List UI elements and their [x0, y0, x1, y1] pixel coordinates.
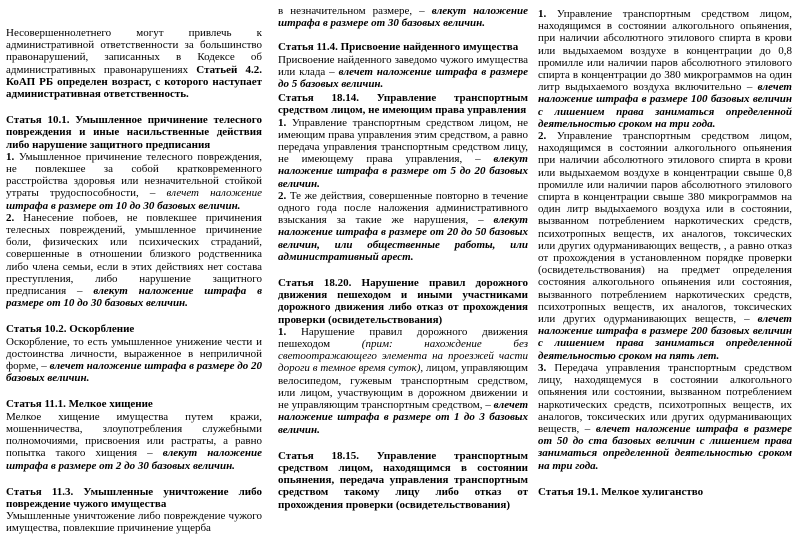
article-10-1-part-2	[6, 212, 262, 310]
penalty-text: влечет наложение штрафа в размере от 1 до 3 базовых величин.	[278, 399, 528, 436]
article-10-2-body	[6, 336, 262, 385]
part-number: 2.	[6, 211, 15, 224]
penalty-text: влекут наложение штрафа в размере от 10 до 30 базовых величин.	[6, 285, 262, 310]
article-text: Мелкое хищение имущества путем кражи, мошенничества, злоупотребления служебными полномочиями, присвоения или растраты, а равно попытка такого хищения –	[6, 410, 262, 460]
intro-paragraph	[6, 27, 262, 100]
article-11-4-body	[278, 54, 528, 91]
part-text: Передача управления транспортным средством лицу, находящемуся в состоянии алкогольного опьянения или состоянии, вызванном потреблением наркотических средств, психотропных веществ, их аналогов, токсических или других одурманивающих веществ, –	[538, 361, 792, 435]
part-number: 1.	[6, 150, 15, 163]
article-18-14-title: Статья 18.14. Управление транспортным средством лицом, не имеющим права управления	[278, 92, 528, 117]
article-11-3-body: Умышленные уничтожение либо повреждение чужого имущества, повлекшие причинение ущерба	[6, 510, 262, 535]
part-text: Управление транспортным средством лицом, не имеющим права управления этим средством, а равно передача управления транспортным средством лицу, не имеющему права управления, –	[278, 116, 528, 166]
article-text: в незначительном размере, –	[278, 5, 425, 17]
penalty-text: влекут наложение штрафа в размере от 20 до 50 базовых величин, или общественные работы, или административный арест.	[278, 214, 528, 263]
article-18-20-part-1	[278, 326, 528, 436]
article-11-3-continuation	[278, 5, 528, 29]
part-note: (прим: нахождение без светоотражающего элемента на проезжей части дороги в темное время суток),	[278, 338, 528, 375]
article-19-1-title: Статья 19.1. Мелкое хулиганство	[538, 485, 704, 498]
penalty-text: влечет наложение штрафа в размере от 50 до ста базовых величин с лишением права заниматься определенной деятельностью сроком на три года.	[538, 422, 792, 472]
article-text: Оскорбление, то есть умышленное унижение чести и достоинства личности, выраженное в неприличной форме, –	[6, 335, 262, 373]
part-text: лицом, управляющим велосипедом, гужевым транспортным средством, или лицом, участвующим в дорожном движении и не управляющим транспортным средством, –	[278, 362, 528, 412]
article-text: Присвоение найденного заведомо чужого имущества или клада –	[278, 53, 528, 78]
part-text: Те же действия, совершенные повторно в течение одного года после наложения административного взыскания за такие же нарушения, –	[278, 189, 528, 227]
article-10-1-part-1	[6, 151, 262, 212]
article-18-14-part-2	[278, 190, 528, 263]
article-18-15-part-1	[538, 8, 792, 130]
article-18-15-title: Статья 18.15. Управление транспортным средством лицом, находящимся в состоянии опьянения, передача управления транспортным средством такому лицу либо отказ от прохождения проверки (освидетельствования)	[278, 449, 528, 511]
part-number: 3.	[538, 361, 547, 374]
penalty-text: влечет наложение штрафа в размере до 5 базовых величин.	[278, 65, 528, 91]
part-number: 2.	[538, 130, 547, 143]
penalty-lead: влечет наложение	[166, 187, 262, 200]
part-number: 1.	[278, 325, 287, 338]
penalty-text: влекут наложение штрафа в размере от 2 до 30 базовых величин.	[6, 447, 262, 472]
article-11-1-title: Статья 11.1. Мелкое хищение	[6, 398, 153, 411]
intro-emphasis: Статьей 4.2. КоАП РБ определен возраст, с которого наступает административная ответственность.	[6, 63, 262, 101]
article-11-4-title: Статья 11.4. Присвоение найденного имущества	[278, 41, 519, 54]
intro-text: Несовершеннолетнего могут привлечь к административной ответственности за большинство правонарушений, записанных в Кодексе об административных правонарушениях	[6, 27, 262, 76]
column-1	[6, 0, 262, 551]
article-18-15-part-3	[538, 362, 792, 472]
part-number: 2.	[278, 189, 287, 202]
penalty-text: влечет наложение штрафа в размере 100 базовых величин с лишением права заниматься определенной деятельностью сроком на три года.	[538, 81, 792, 130]
penalty-text: влекут наложение штрафа в размере от 30 базовых величин.	[278, 5, 528, 30]
article-10-1-title: Статья 10.1. Умышленное причинение телесного повреждения и иные насильственные действия либо нарушение защитного предписания	[6, 114, 262, 151]
penalty-text: влечет наложение штрафа в размере 200 базовых величин с лишением права заниматься определенной деятельностью сроком на пять лет.	[538, 313, 792, 362]
part-number: 1.	[538, 8, 547, 20]
part-text: Нарушение правил дорожного движения пешеходом	[278, 325, 528, 351]
article-11-1-body	[6, 411, 262, 472]
penalty-text: влекут наложение штрафа в размере от 5 до 20 базовых величин.	[278, 153, 528, 190]
part-text: Умышленное причинение телесного повреждения, не повлекшее за собой кратковременного расстройства здоровья или незначительной стойкой утраты трудоспособности, –	[6, 150, 262, 200]
penalty-text: влечет наложение штрафа в размере до 20 базовых величин.	[6, 360, 262, 385]
part-number: 1.	[278, 116, 287, 129]
article-18-14-part-1	[278, 117, 528, 190]
article-18-20-title: Статья 18.20. Нарушение правил дорожного движения пешеходом и иными участниками дорожного движения либо отказ от прохождения проверки (освидетельствования)	[278, 277, 528, 326]
article-10-2-title: Статья 10.2. Оскорбление	[6, 323, 135, 336]
penalty-text: штрафа в размере от 10 до 30 базовых величин.	[6, 199, 241, 212]
part-text: Управление транспортным средством лицом, находящимся в состоянии алкогольного опьянения при наличии абсолютного этилового спирта в крови или выдыхаемом воздухе в концентрации свыше 0,8 промилле или наличии паров абсолютного этилового спирта в концентрации свыше 380 микрограммов на один литр выдыхаемого воздуха или в состоянии, вызванном потреблением наркотических средств, психотропных веществ, их аналогов, токсических или других одурманивающих веществ, , а равно отказ от прохождения в установленном порядке проверки (освидетельствования) на предмет определения состояния алкогольного опьянения или состояния, вызванного потреблением наркотических средств, психотропных веществ, их аналогов, токсических или других одурманивающих веществ, –	[538, 130, 792, 326]
part-text: Управление транспортным средством лицом, находящимся в состоянии алкогольного опьянения, при наличии абсолютного этилового спирта в крови или выдыхаемом воздухе в концентрации до 0,8 промилле или наличии паров абсолютного этилового спирта в концентрации до 380 микрограммов на один литр выдыхаемого воздуха включительно –	[538, 8, 792, 94]
column-2	[278, 0, 528, 551]
part-text: Нанесение побоев, не повлекшее причинения телесных повреждений, умышленное причинение боли, физических или психических страданий, совершенные в отношении близкого родственника либо члена семьи, если в этих действиях нет состава преступления, либо нарушение защитного предписания –	[6, 211, 262, 298]
article-18-15-part-2	[538, 130, 792, 362]
column-3	[538, 0, 792, 551]
article-11-3-title: Статья 11.3. Умышленные уничтожение либо повреждение чужого имущества	[6, 485, 262, 510]
